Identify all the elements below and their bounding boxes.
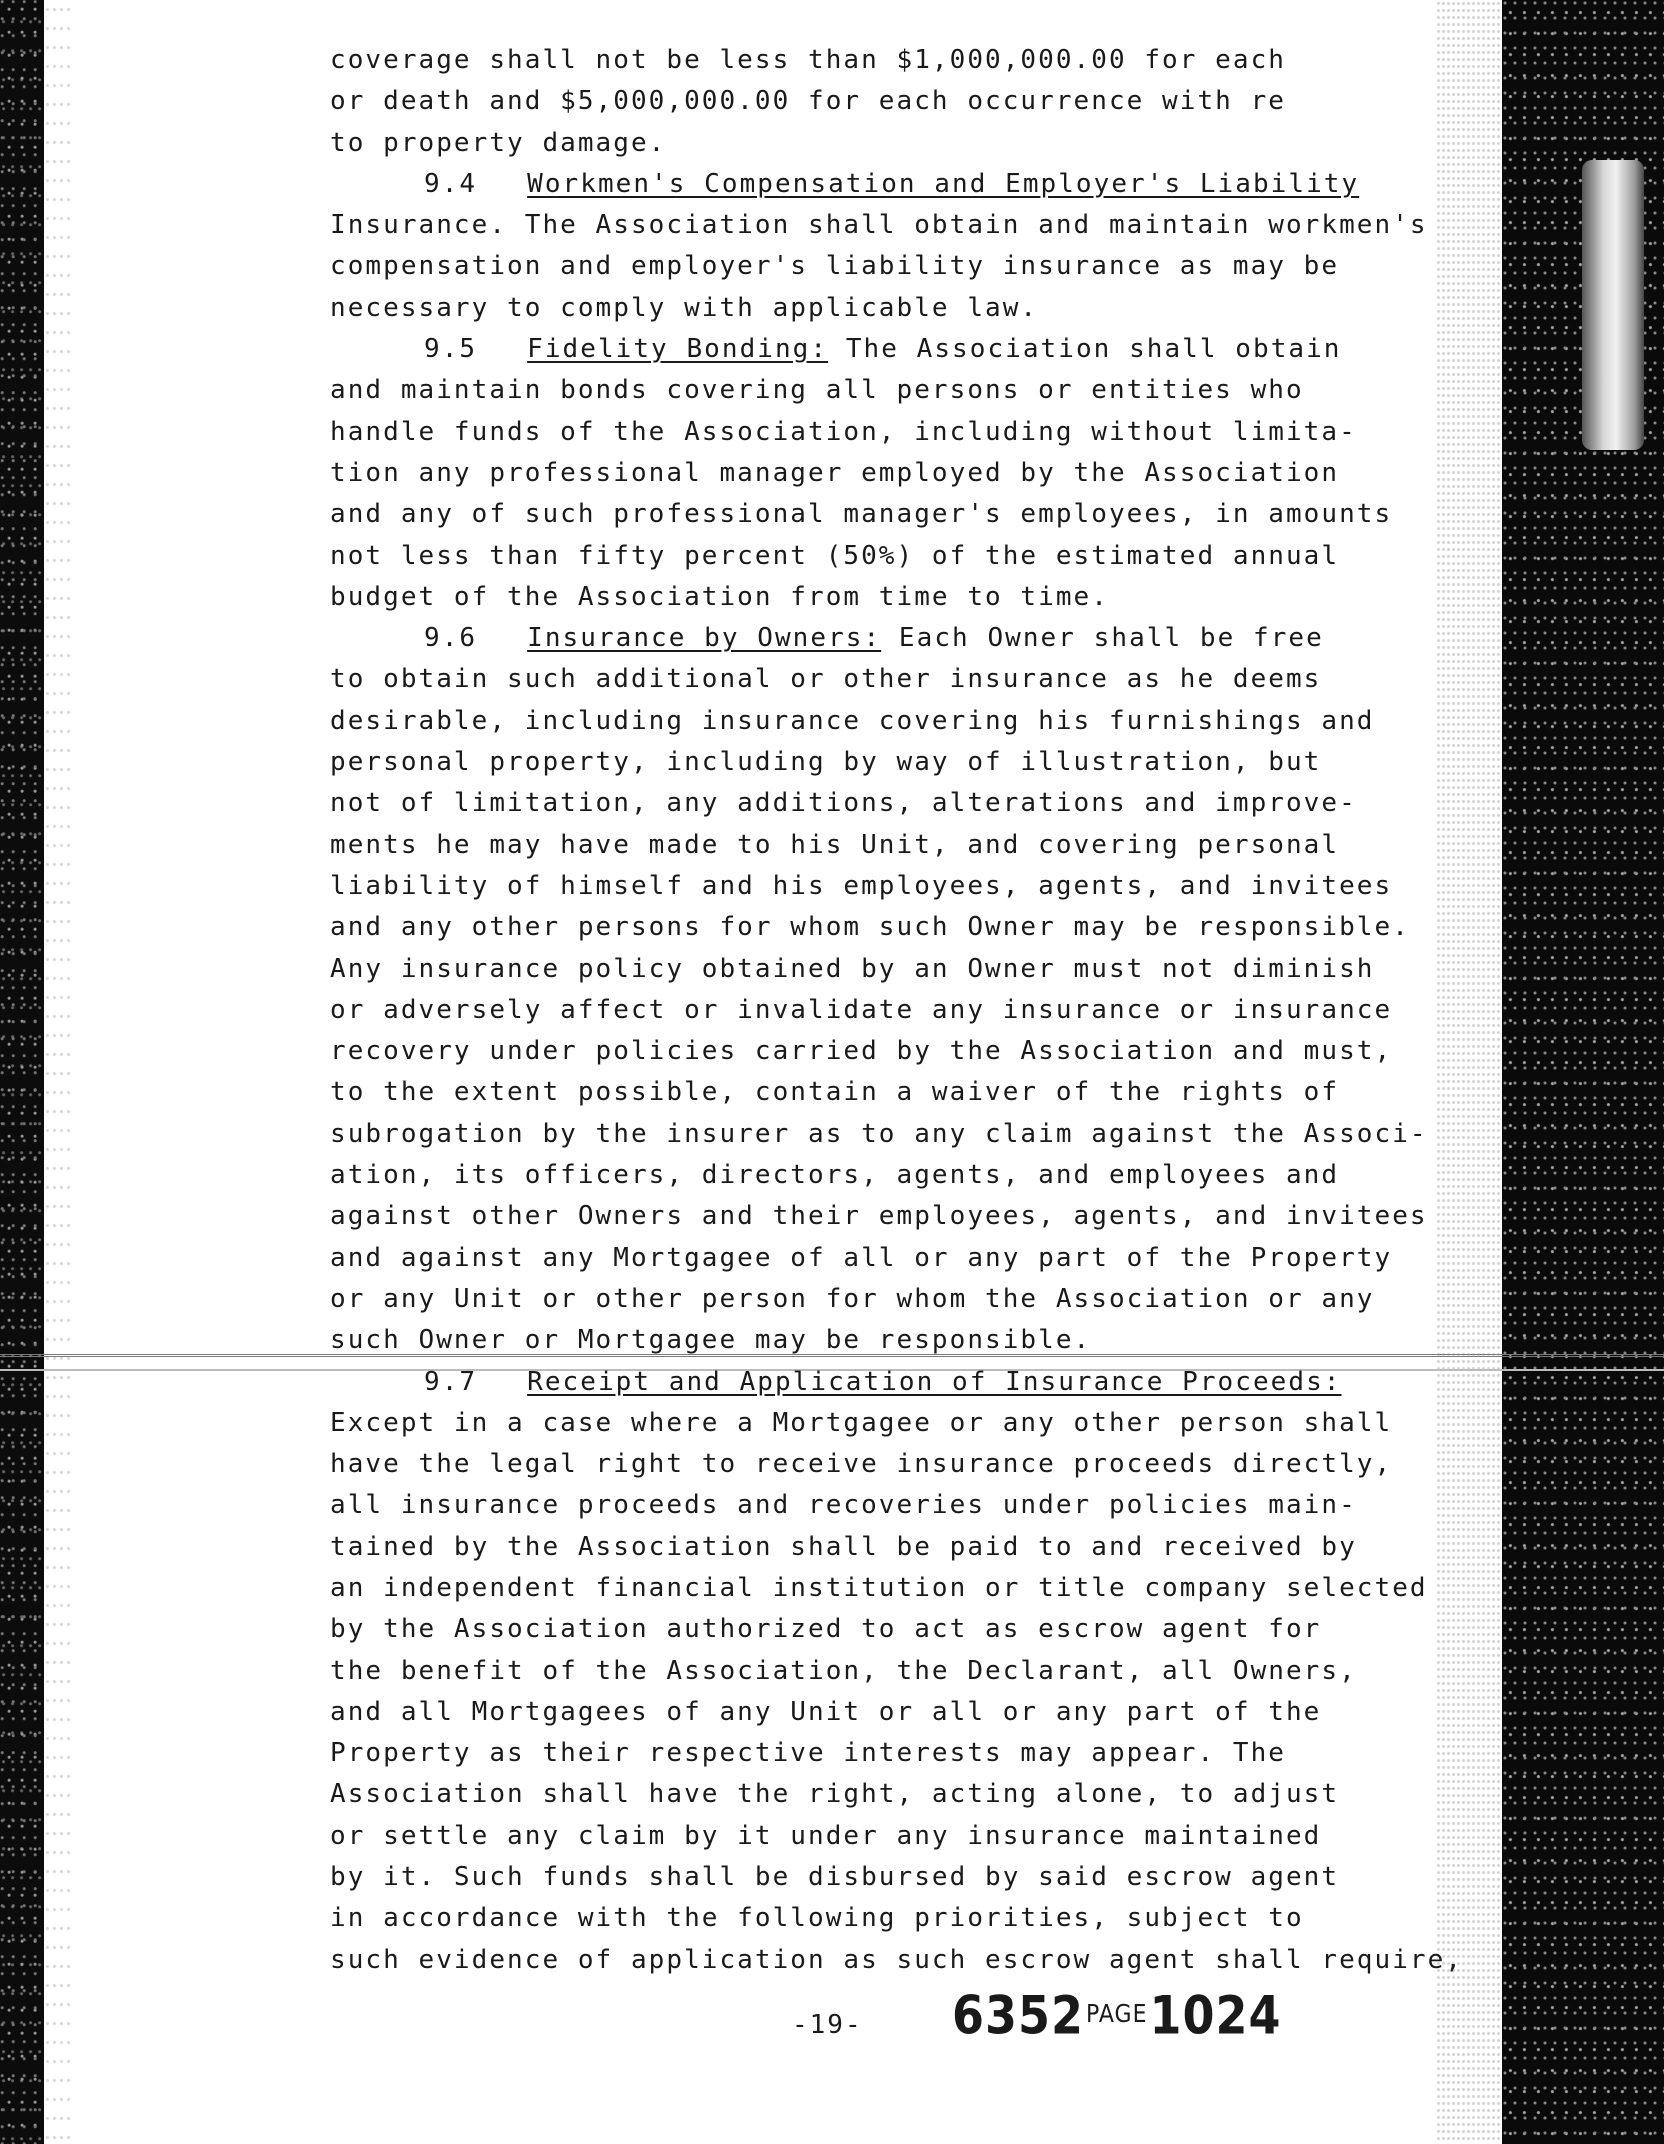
text-line <box>330 907 1410 948</box>
line-text: by it. Such funds shall be disbursed by said escrow agent <box>330 1862 1340 1893</box>
text-line <box>330 370 1400 411</box>
page-number: -19- <box>792 2010 863 2040</box>
text-line <box>330 1651 1400 1692</box>
text-line <box>330 659 1400 700</box>
text-line <box>330 1279 1400 1320</box>
line-text: Each Owner shall be free <box>898 623 1324 654</box>
text-line <box>330 742 1400 783</box>
line-text: liability of himself and his employees, agents, and invitees <box>330 870 1393 901</box>
book-page-number: 1024 <box>1149 1984 1282 2047</box>
section-number: 9.7 <box>424 1366 478 1397</box>
text-line <box>330 1444 1400 1485</box>
line-text: or settle any claim by it under any insurance maintained <box>330 1820 1322 1851</box>
line-text: compensation and employer's liability insurance as may be <box>330 251 1340 282</box>
section-heading: Workmen's Compensation and Employer's Liability <box>527 168 1360 199</box>
text-line <box>330 205 1428 246</box>
section-heading-line <box>330 618 1400 659</box>
line-text: the benefit of the Association, the Declarant, all Owners, <box>330 1655 1357 1686</box>
text-line <box>330 701 1400 742</box>
line-text: such evidence of application as such escrow agent shall require, <box>330 1944 1464 1975</box>
text-line <box>330 1527 1400 1568</box>
text-line <box>330 990 1400 1031</box>
text-line <box>330 123 1400 164</box>
line-text: not of limitation, any additions, alterations and improve- <box>330 788 1357 819</box>
line-text: coverage shall not be less than $1,000,000.00 for each <box>330 45 1286 75</box>
text-line <box>330 1114 1428 1155</box>
line-text: all insurance proceeds and recoveries under policies main- <box>330 1490 1357 1521</box>
text-line <box>330 1320 1400 1361</box>
text-line <box>330 1857 1400 1898</box>
text-line <box>330 1568 1428 1609</box>
recording-stamp <box>952 1984 1282 2046</box>
line-text: by the Association authorized to act as escrow agent for <box>330 1614 1322 1645</box>
text-line <box>330 1485 1400 1526</box>
section-heading: Fidelity Bonding: <box>527 334 829 365</box>
section-number: 9.6 <box>424 623 478 654</box>
line-text: have the legal right to receive insurance proceeds directly, <box>330 1449 1393 1480</box>
section-heading: Receipt and Application of Insurance Proceeds: <box>527 1366 1342 1397</box>
line-text: Insurance. The Association shall obtain and maintain workmen's <box>330 210 1428 241</box>
text-line <box>330 783 1400 824</box>
text-line <box>330 1733 1400 1774</box>
book-number: 6352 <box>952 1984 1085 2047</box>
text-line <box>330 949 1400 990</box>
text-line <box>330 1403 1400 1444</box>
text-line <box>330 1155 1400 1196</box>
line-text: and all Mortgagees of any Unit or all or any part of the <box>330 1696 1322 1727</box>
text-line <box>330 1238 1400 1279</box>
text-line <box>330 494 1400 535</box>
document-body <box>330 40 1464 1981</box>
text-line <box>330 81 1400 122</box>
text-line <box>330 1072 1400 1113</box>
text-line <box>330 246 1400 287</box>
line-text: or death and $5,000,000.00 for each occurrence with re <box>330 86 1286 117</box>
line-text: Association shall have the right, acting alone, to adjust <box>330 1779 1340 1810</box>
line-text: budget of the Association from time to time. <box>330 581 1109 612</box>
line-text: personal property, including by way of illustration, but <box>330 747 1322 778</box>
scan-right-speckle <box>1436 0 1502 2144</box>
line-text: to the extent possible, contain a waiver of the rights of <box>330 1077 1340 1108</box>
line-text: such Owner or Mortgagee may be responsible. <box>330 1325 1092 1356</box>
text-line <box>330 536 1400 577</box>
line-text: Property as their respective interests may appear. The <box>330 1738 1286 1769</box>
text-line <box>330 412 1400 453</box>
text-line <box>330 1196 1428 1237</box>
text-line <box>330 1031 1400 1072</box>
line-text: Except in a case where a Mortgagee or any other person shall <box>330 1407 1393 1438</box>
line-text: ation, its officers, directors, agents, and employees and <box>330 1160 1340 1191</box>
scan-left-speckle <box>44 0 74 2144</box>
text-line <box>330 1692 1400 1733</box>
line-text: against other Owners and their employees, agents, and invitees <box>330 1201 1428 1232</box>
line-text: or any Unit or other person for whom the Association or any <box>330 1283 1375 1314</box>
text-line <box>330 577 1400 618</box>
line-text: The Association shall obtain <box>845 334 1342 365</box>
text-line <box>330 1816 1400 1857</box>
text-line <box>330 825 1400 866</box>
section-heading-line <box>330 1362 1400 1403</box>
line-text: tion any professional manager employed by the Association <box>330 457 1340 488</box>
line-text: recovery under policies carried by the Association and must, <box>330 1036 1393 1067</box>
text-line <box>330 288 1400 329</box>
text-line <box>330 1774 1400 1815</box>
line-text: and any of such professional manager's employees, in amounts <box>330 499 1393 530</box>
line-text: to property damage. <box>330 127 667 158</box>
line-text: ments he may have made to his Unit, and covering personal <box>330 829 1340 860</box>
text-line <box>330 1898 1400 1939</box>
binder-clip-image <box>1582 160 1644 450</box>
line-text: subrogation by the insurer as to any claim against the Associ- <box>330 1118 1428 1149</box>
line-text: desirable, including insurance covering his furnishings and <box>330 705 1375 736</box>
section-heading: Insurance by Owners: <box>527 623 882 654</box>
line-text: necessary to comply with applicable law. <box>330 292 1039 323</box>
section-heading-line <box>330 164 1400 205</box>
text-line <box>330 453 1400 494</box>
line-text: handle funds of the Association, including without limita- <box>330 416 1357 447</box>
text-line <box>330 1940 1464 1981</box>
section-number: 9.4 <box>424 168 478 199</box>
line-text: not less than fifty percent (50%) of the estimated annual <box>330 540 1340 571</box>
text-line <box>330 866 1400 907</box>
line-text: and against any Mortgagee of all or any part of the Property <box>330 1242 1393 1273</box>
section-heading-line <box>330 329 1400 370</box>
text-line <box>330 40 1400 81</box>
line-text: Any insurance policy obtained by an Owner must not diminish <box>330 953 1375 984</box>
text-line <box>330 1609 1400 1650</box>
page-label: PAGE <box>1086 2000 1148 2029</box>
section-number: 9.5 <box>424 334 478 365</box>
line-text: or adversely affect or invalidate any insurance or insurance <box>330 994 1393 1025</box>
line-text: and maintain bonds covering all persons or entities who <box>330 375 1304 406</box>
line-text: to obtain such additional or other insurance as he deems <box>330 664 1322 695</box>
line-text: and any other persons for whom such Owner may be responsible. <box>330 912 1410 943</box>
line-text: in accordance with the following priorities, subject to <box>330 1903 1304 1934</box>
scan-left-edge <box>0 0 44 2144</box>
line-text: tained by the Association shall be paid to and received by <box>330 1531 1357 1562</box>
line-text: an independent financial institution or title company selected <box>330 1572 1428 1603</box>
